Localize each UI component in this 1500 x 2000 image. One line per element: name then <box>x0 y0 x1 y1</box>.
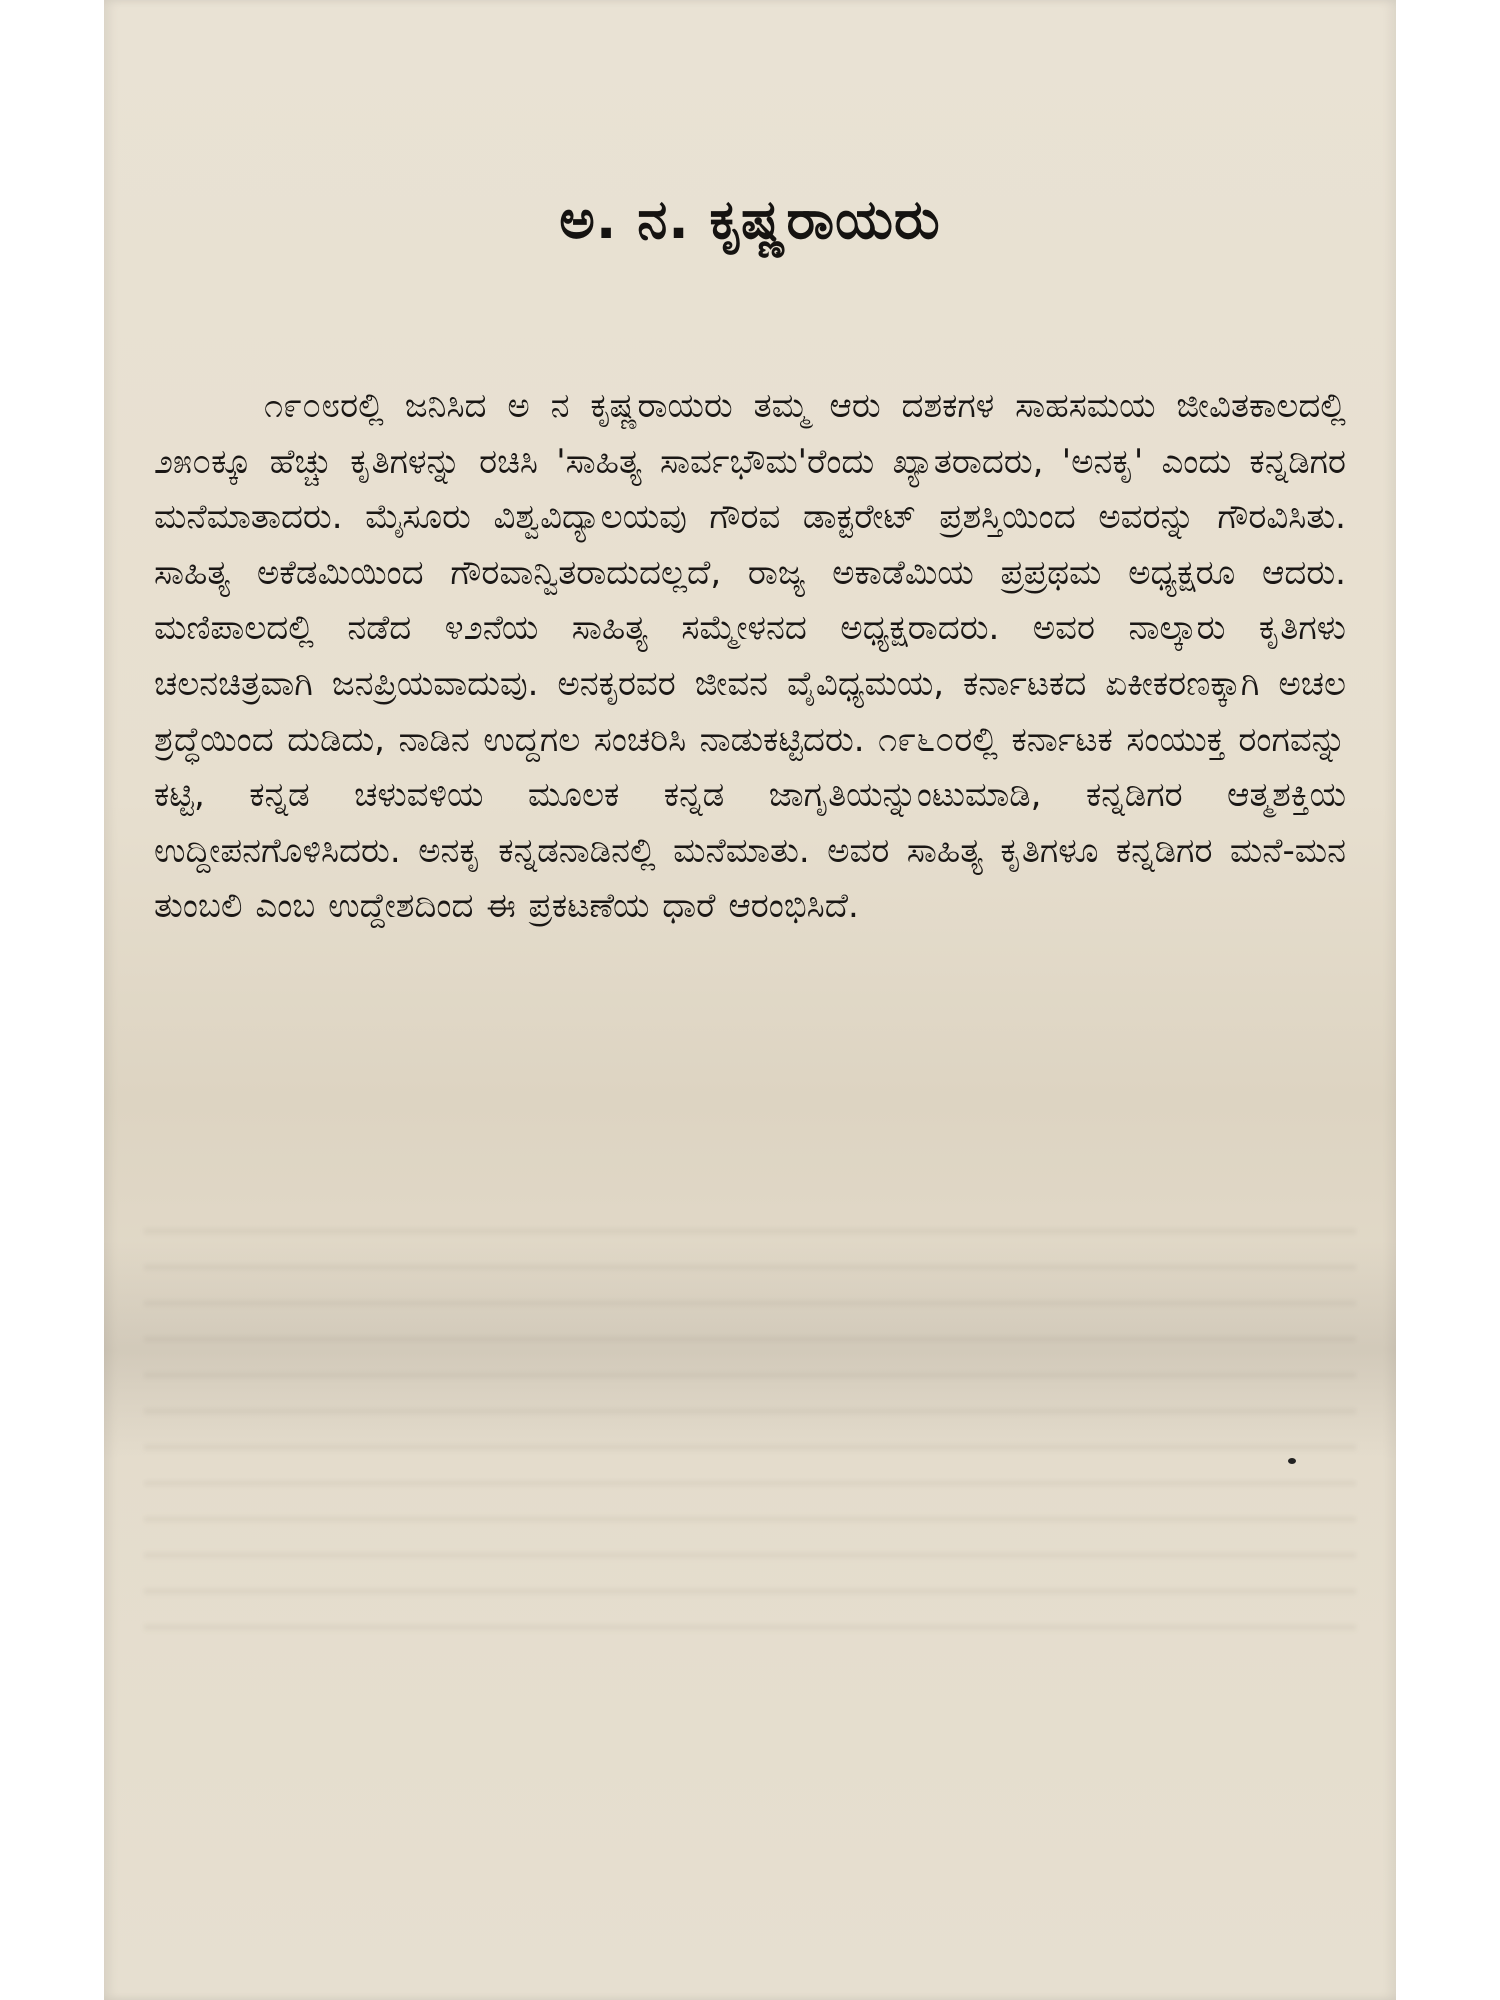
page-fold-shadow <box>104 1240 1396 1460</box>
body-paragraph: ೧೯೦೮ರಲ್ಲಿ ಜನಿಸಿದ ಅ ನ ಕೃಷ್ಣರಾಯರು ತಮ್ಮ ಆರು ದಶಕಗಳ ಸಾಹಸಮಯ ಜೀವಿತಕಾಲದಲ್ಲಿ ೨೫೦ಕ್ಕೂ ಹೆಚ್ಚು ಕೃತಿಗಳನ್ನು ರಚಿಸಿ 'ಸಾಹಿತ್ಯ ಸಾರ್ವಭೌಮ'ರೆಂದು ಖ್ಯಾತರಾದರು, 'ಅನಕೃ' ಎಂದು ಕನ್ನಡಿಗರ ಮನೆಮಾತಾದರು. ಮೈಸೂರು ವಿಶ್ವವಿದ್ಯಾಲಯವು ಗೌರವ ಡಾಕ್ಟರೇಟ್ ಪ್ರಶಸ್ತಿಯಿಂದ ಅವರನ್ನು ಗೌರವಿಸಿತು. ಸಾಹಿತ್ಯ ಅಕೆಡಮಿಯಿಂದ ಗೌರವಾನ್ವಿತರಾದುದಲ್ಲದೆ, ರಾಜ್ಯ ಅಕಾಡೆಮಿಯ ಪ್ರಪ್ರಥಮ ಅಧ್ಯಕ್ಷರೂ ಆದರು. ಮಣಿಪಾಲದಲ್ಲಿ ನಡೆದ ೪೨ನೆಯ ಸಾಹಿತ್ಯ ಸಮ್ಮೇಳನದ ಅಧ್ಯಕ್ಷರಾದರು. ಅವರ ನಾಲ್ಕಾರು ಕೃತಿಗಳು ಚಲನಚಿತ್ರವಾಗಿ ಜನಪ್ರಿಯವಾದುವು. ಅನಕೃರವರ ಜೀವನ ವೈವಿಧ್ಯಮಯ, ಕರ್ನಾಟಕದ ಏಕೀಕರಣಕ್ಕಾಗಿ ಅಚಲ ಶ್ರದ್ಧೆಯಿಂದ ದುಡಿದು, ನಾಡಿನ ಉದ್ದಗಲ ಸಂಚರಿಸಿ ನಾಡುಕಟ್ಟಿದರು. ೧೯೬೦ರಲ್ಲಿ ಕರ್ನಾಟಕ ಸಂಯುಕ್ತ ರಂಗವನ್ನು ಕಟ್ಟಿ, ಕನ್ನಡ ಚಳುವಳಿಯ ಮೂಲಕ ಕನ್ನಡ ಜಾಗೃತಿಯನ್ನುಂಟುಮಾಡಿ, ಕನ್ನಡಿಗರ ಆತ್ಮಶಕ್ತಿಯ ಉದ್ದೀಪನಗೊಳಿಸಿದರು. ಅನಕೃ ಕನ್ನಡನಾಡಿನಲ್ಲಿ ಮನೆಮಾತು. ಅವರ ಸಾಹಿತ್ಯ ಕೃತಿಗಳೂ ಕನ್ನಡಿಗರ ಮನೆ-ಮನ ತುಂಬಲಿ ಎಂಬ ಉದ್ದೇಶದಿಂದ ಈ ಪ್ರಕಟಣೆಯ ಧಾರೆ ಆರಂಭಿಸಿದೆ. <box>154 386 1346 927</box>
page-title: ಅ. ನ. ಕೃಷ್ಣರಾಯರು <box>559 188 941 251</box>
book-page <box>104 0 1396 2000</box>
ink-speck <box>1288 1458 1296 1464</box>
